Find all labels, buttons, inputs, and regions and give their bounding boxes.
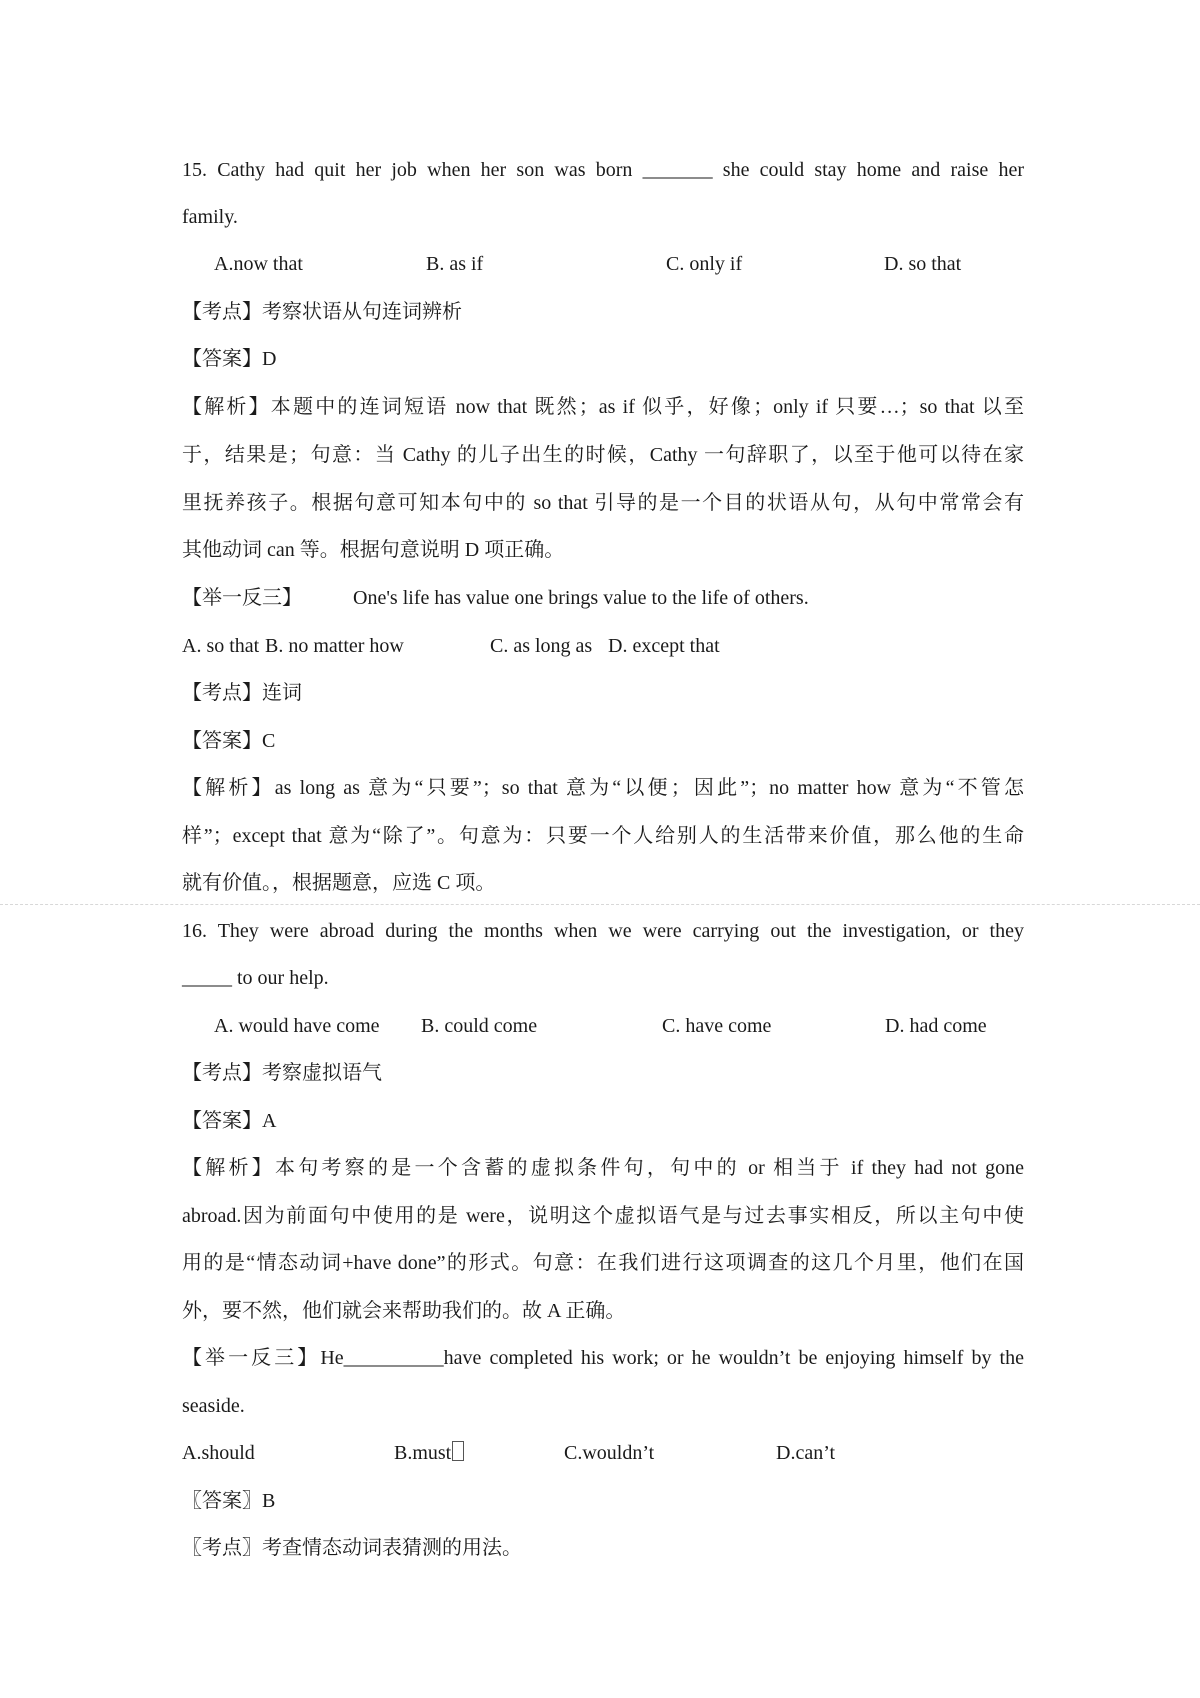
q15-option-a: A.now that: [214, 253, 303, 275]
missing-glyph-box-icon: [452, 1441, 464, 1461]
q15-option-c: C. only if: [666, 253, 743, 275]
q15-extension-stem: One's life has value one brings value to the life of others.: [353, 587, 809, 609]
q15-analysis-line4: 其他动词 can 等。根据句意说明 D 项正确。: [182, 539, 565, 561]
q16-ext-option-b-wrap: [394, 1438, 464, 1468]
q16-stem-line1: 16. They were abroad during the months when we were carrying out the investigation, or they: [182, 920, 1024, 942]
q15-ext-option-a: A. so that: [182, 635, 260, 657]
q16-analysis-line4: 外，要不然，他们就会来帮助我们的。故 A 正确。: [182, 1300, 626, 1322]
q15-ext-option-d: D. except that: [608, 635, 720, 657]
q16-ext-option-d: D.can’t: [776, 1442, 836, 1464]
q15-ext-option-c: C. as long as: [490, 635, 593, 657]
q16-ext-option-a: A.should: [182, 1442, 255, 1464]
q16-ext-stem-line1: 【举一反三】He__________have completed his work; or he wouldn’t be enjoying himself by the: [182, 1347, 1024, 1369]
q15-option-b: B. as if: [426, 253, 484, 275]
q16-option-a: A. would have come: [214, 1015, 380, 1037]
q16-analysis-line3: 用的是“情态动词+have done”的形式。句意：在我们进行这项调查的这几个月里，他们在国: [182, 1252, 1024, 1274]
q15-extension-tag: 【举一反三】: [182, 587, 302, 609]
q15-analysis-line1: 【解析】本题中的连词短语 now that 既然；as if 似乎，好像；only if 只要…；so that 以至: [182, 396, 1024, 418]
q16-ext-answer: 〖答案〗B: [182, 1490, 276, 1512]
q16-ext-stem-line2: seaside.: [182, 1395, 245, 1417]
q15-option-d: D. so that: [884, 253, 962, 275]
q15-answer: 【答案】D: [182, 348, 277, 370]
q15-stem-line2: family.: [182, 206, 238, 228]
q15-analysis-line2: 于，结果是；句意：当 Cathy 的儿子出生的时候，Cathy 一句辞职了，以至于他可以待在家: [182, 444, 1024, 466]
q16-ext-kaodian: 〖考点〗考查情态动词表猜测的用法。: [182, 1537, 522, 1559]
q16-ext-option-b: B.must: [394, 1442, 452, 1464]
q15-stem-line1: 15. Cathy had quit her job when her son was born _______ she could stay home and raise her: [182, 159, 1024, 181]
q15-ext-answer: 【答案】C: [182, 730, 276, 752]
q15-ext-option-b: B. no matter how: [265, 635, 404, 657]
q16-kaodian: 【考点】考察虚拟语气: [182, 1062, 382, 1084]
q16-option-d: D. had come: [885, 1015, 987, 1037]
q15-ext-analysis-line1: 【解析】as long as 意为“只要”；so that 意为“以便；因此”；no matter how 意为“不管怎: [182, 777, 1024, 799]
q16-analysis-line2: abroad.因为前面句中使用的是 were，说明这个虚拟语气是与过去事实相反，所以主句中使: [182, 1205, 1024, 1227]
q16-stem-line2: _____ to our help.: [182, 967, 329, 989]
q16-option-c: C. have come: [662, 1015, 772, 1037]
q15-ext-analysis-line3: 就有价值。，根据题意，应选 C 项。: [182, 872, 496, 894]
q16-answer: 【答案】A: [182, 1110, 277, 1132]
q15-ext-kaodian: 【考点】连词: [182, 682, 302, 704]
q16-option-b: B. could come: [421, 1015, 538, 1037]
section-divider: [0, 904, 1200, 905]
q15-ext-analysis-line2: 样”；except that 意为“除了”。句意为：只要一个人给别人的生活带来价值，那么他的生命: [182, 825, 1024, 847]
q15-kaodian: 【考点】考察状语从句连词辨析: [182, 301, 462, 323]
q16-ext-option-c: C.wouldn’t: [564, 1442, 655, 1464]
q16-analysis-line1: 【解析】本句考察的是一个含蓄的虚拟条件句，句中的 or 相当于 if they had not gone: [182, 1157, 1024, 1179]
q15-analysis-line3: 里抚养孩子。根据句意可知本句中的 so that 引导的是一个目的状语从句，从句中常常会有: [182, 492, 1024, 514]
